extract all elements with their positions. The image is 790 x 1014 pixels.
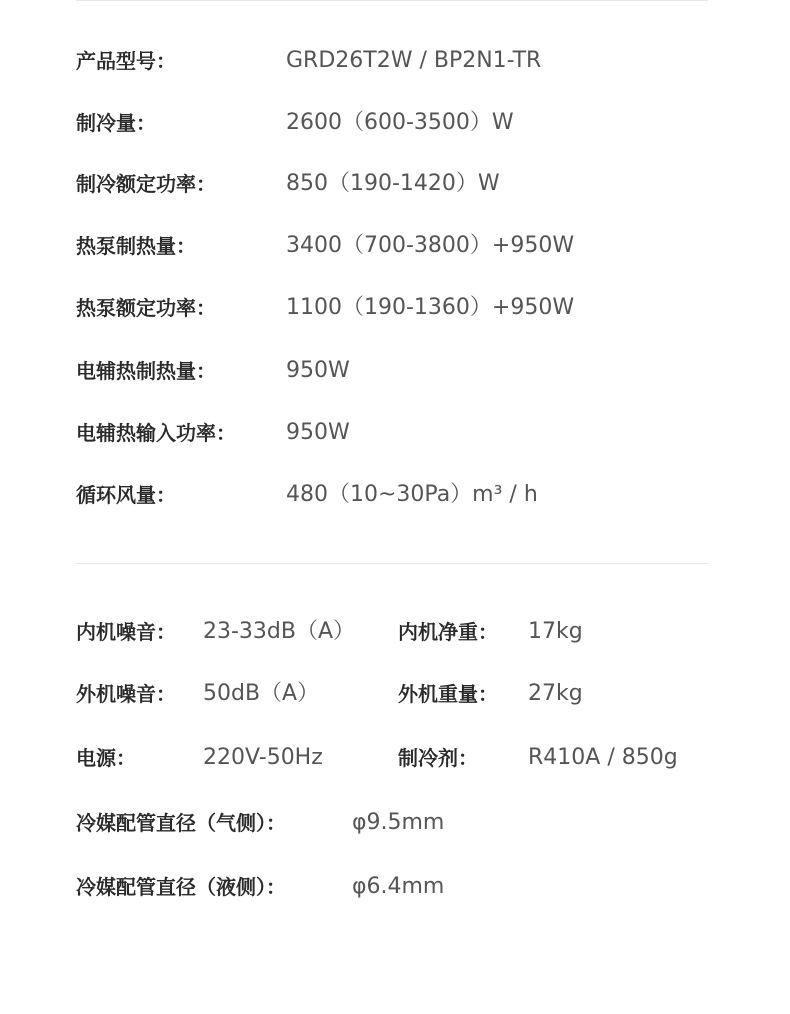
top-divider [76,0,708,1]
spec-label: 制冷量： [76,111,156,135]
spec-value: φ6.4mm [352,874,445,899]
spec-value: GRD26T2W / BP2N1-TR [286,48,542,73]
spec-label: 制冷剂： [398,746,478,770]
section-divider [76,563,708,564]
spec-value: R410A / 850g [528,745,678,770]
spec-label: 冷媒配管直径（气侧）： [76,811,286,835]
spec-label: 内机净重： [398,620,498,644]
spec-value: 950W [286,420,350,445]
spec-value: 17kg [528,619,583,644]
spec-label: 产品型号： [76,49,176,73]
spec-label: 冷媒配管直径（液侧）： [76,875,286,899]
spec-value: φ9.5mm [352,810,445,835]
spec-value: 850（190-1420）W [286,171,500,196]
spec-value: 220V-50Hz [203,745,323,770]
spec-label: 电辅热输入功率： [76,421,236,445]
spec-label: 制冷额定功率： [76,172,216,196]
spec-value: 3400（700-3800）+950W [286,233,575,258]
spec-value: 27kg [528,681,583,706]
spec-label: 外机重量： [398,682,498,706]
spec-label: 电源： [76,746,136,770]
spec-label: 外机噪音： [76,682,176,706]
spec-value: 480（10~30Pa）m³ / h [286,482,538,507]
spec-label: 电辅热制热量： [76,359,216,383]
spec-label: 热泵制热量： [76,234,196,258]
spec-value: 23-33dB（A） [203,619,356,644]
spec-label: 循环风量： [76,483,176,507]
spec-value: 950W [286,358,350,383]
spec-label: 热泵额定功率： [76,296,216,320]
spec-value: 1100（190-1360）+950W [286,295,575,320]
spec-label: 内机噪音： [76,620,176,644]
spec-value: 50dB（A） [203,681,320,706]
spec-value: 2600（600-3500）W [286,110,514,135]
